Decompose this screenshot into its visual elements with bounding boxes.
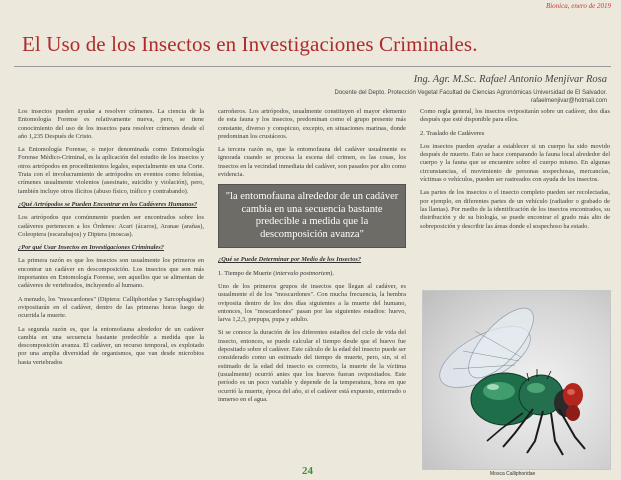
paragraph: Si se conoce la duración de los diferentes estadios del ciclo de vida del insecto, entonces, se puede calcular el tiempo desde que el huevo fue depositado sobre el cadáver. Este cálculo de la edad del insecto puede ser considerado como un estimado del tiempo de muerte, pero, sin, si el estimado de la edad del insecto es correcto, la muerte de la víctima (usualmente) ocurrió antes que los huevos fueran ovipositados. Este período es un poco variable y depende de la temperatura, hora en que ocurrió la muerte, época del año, si el cadáver está expuesto, enterrado o inmerso en el agua. (218, 329, 406, 403)
column-1 (18, 108, 204, 460)
paragraph: Los insectos pueden ayudar a resolver crímenes. La ciencia de la Entomología Forense es relativamente nueva, pero, se tiene conocimiento del uso de los insectos para resolver crímenes desde el año 1,235 Después de Cristo. (18, 108, 204, 140)
author-affiliation: Docente del Depto. Protección Vegetal Facultad de Ciencias Agronómicas Universidad de El Salvador. (334, 90, 607, 96)
paragraph: La tercera razón es, que la entomofauna del cadáver usualmente es ignorada cuando se procesa la escena del crimen, es las cosas, los insectos en la vecindad inmediata del cadáver, son pasados por alto como evidencia. (218, 146, 406, 179)
paragraph: Los insectos pueden ayudar a establecer si un cuerpo ha sido movido después de muerto. Esto se hace comparando la fauna local alrededor del cuerpo y la fauna que se encuentre sobre el cuerpo mismo. En algunas circunstancias, el movimiento de personas sospechosas, mercancías, víctimas o vehículos, pueden ser rastreados con ayuda de los insectos. (420, 142, 610, 184)
fly-icon (423, 291, 610, 469)
paragraph: Los artrópodos que comúnmente pueden ser encontrados sobre los cadáveres pertenecen a los Órdenes: Acari (ácaros), Aranae (arañas), Coleoptera (escarabajos) y Diptera (moscas). (18, 214, 204, 238)
subsection-italic: intervalo postmortem (275, 269, 331, 277)
subsection-text: 1. Tiempo de Muerte ( (218, 269, 276, 277)
section-heading: ¿Qué Artrópodos se Pueden Encontrar en los Cadáveres Humanos? (18, 200, 198, 208)
subsection-heading: 2. Traslado de Cadáveres (420, 129, 485, 137)
subsection-heading (218, 270, 406, 278)
column-2 (218, 108, 406, 460)
pull-quote: "la entomofauna alrededor de un cadáver cambia en una secuencia bastante predecible a medida que la descomposición avanza" (218, 184, 406, 248)
article-title: El Uso de los Insectos en Investigaciones Criminales. (22, 32, 478, 56)
paragraph: Uno de los primeros grupos de insectos que llegan al cadáver, es usualmente el de los "moscardones". Con mucha frecuencia, la hembra oviposita dentro de los dos días siguientes a la muerte del humano, entonces, los "moscardones" pasan por las siguientes estadios: huevo, larva 1,2,3, prepupa, pupa y adulto. (218, 282, 406, 324)
journal-date: Bionica, enero de 2019 (545, 2, 611, 10)
section-heading: ¿Por qué Usar Insectos en Investigaciones Criminales? (18, 244, 164, 252)
figure-caption: Mosca Calliphoridae (490, 471, 536, 477)
paragraph: Como regla general, los insectos ovipositarán sobre un cadáver, dos días después que esté disponible para ellos. (420, 108, 610, 124)
page-number: 24 (302, 465, 313, 477)
title-divider (14, 66, 611, 67)
paragraph: A menudo, los "moscardones" (Diptera: Calliphoridae y Sarcophagidae) ovipositarán en el cadáver, dentro de las primeras horas luego de ocurrida la muerte. (18, 295, 204, 320)
author-name: Ing. Agr. M.Sc. Rafael Antonio Menjívar Rosa (413, 74, 607, 85)
paragraph: carroñeros. Los artrópodos, usualmente constituyen el mayor elemento de esta fauna y los insectos, predominan como el grupo presente más constante, diverso y conspicuo, excepto, en situaciones marinas, donde predominan los crustáceos. (218, 108, 406, 140)
section-heading: ¿Qué se Puede Determinar por Medio de los Insectos? (218, 256, 362, 264)
paragraph: La segunda razón es, que la entomofauna alrededor de un cadáver cambia en una secuencia bastante predecible a medida que la descomposición avanza. El cadáver, un recurso temporal, es explotado por una amplia diversidad de organismos, que van desde microbios hasta vertebrados (18, 325, 204, 366)
paragraph: La primera razón es que los insectos son usualmente los primeros en encontrar un cadáver en descomposición. Los insectos que son más importantes en Entomología Forense, son aquellos que se alimentan de cadáveres de vertebrados, incluyendo al humano. (18, 257, 204, 290)
author-email: rafaelmenjivar@hotmail.com (530, 98, 607, 104)
column-3 (420, 108, 610, 286)
paragraph: La Entomología Forense, o mejor denominada como Entomología Forense Médico-Criminal, es la aplicación del estudio de los insectos y otros artrópodos en procedimientos legales, especialmente en una Corte. Trata con el involucramiento de artrópodos en eventos como felonías, crímenes usualmente violentos (asesinato, suicidio y violación), pero, también incluye otros ilícitos (abuso físico, tráfico y contrabando). (18, 146, 204, 195)
fly-photo (422, 290, 611, 470)
paragraph: Las partes de los insectos o el insecto completo pueden ser recolectadas, por ejemplo, en diferentes partes de un vehículo (radiador o grabado de las llantas). Por medio de la identificación de los insectos encontrados, su distribución y de su biología, se puede encontrar el grado más alto de sobreposición y describir las áreas donde el sospechoso ha estado. (420, 189, 610, 230)
subsection-text: ). (330, 269, 334, 277)
